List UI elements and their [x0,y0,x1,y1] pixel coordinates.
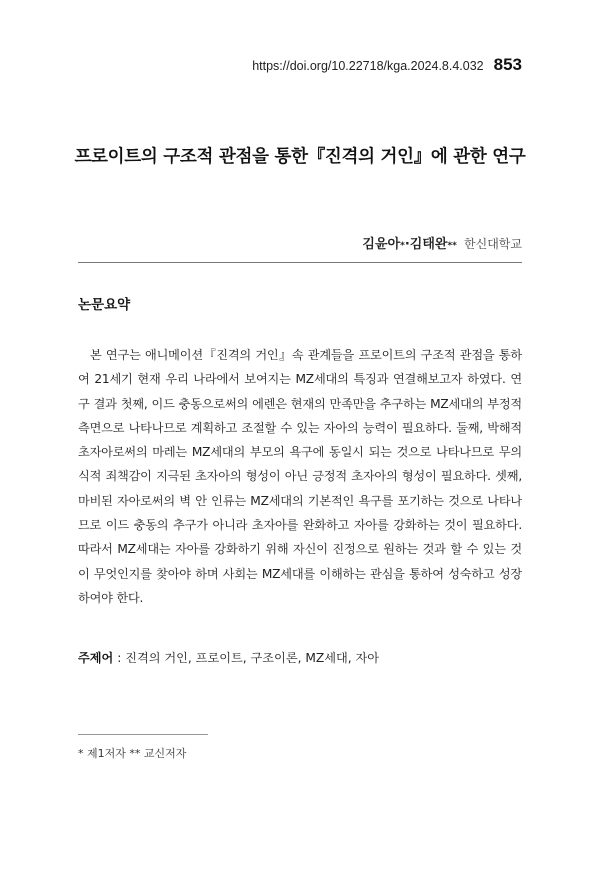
keywords-line [78,649,379,666]
author-footnote: * 제1저자 ** 교신저자 [78,747,187,760]
author-separator: · [404,237,410,252]
keywords-separator: : [113,651,126,665]
footnote-divider [78,734,208,735]
abstract-heading: 논문요약 [78,297,131,313]
title-divider [78,262,522,263]
author-line [362,233,522,252]
keywords-list: 진격의 거인, 프로이트, 구조이론, MZ세대, 자아 [125,651,380,665]
page-number: 853 [493,55,522,74]
author-1-mark: * [400,241,405,251]
author-2-mark: ** [447,241,457,251]
keywords-label: 주제어 [78,651,114,665]
running-header [252,55,522,75]
doi-link[interactable]: https://doi.org/10.22718/kga.2024.8.4.032 [252,59,484,73]
author-1-name: 김윤아 [362,237,401,252]
affiliation: 한신대학교 [464,237,522,251]
abstract-body: 본 연구는 애니메이션『진격의 거인』속 관계들을 프로이트의 구조적 관점을 통하여 21세기 현재 우리 나라에서 보여지는 MZ세대의 특징과 연결해보고자 하였다. 연구 결과 첫째, 이드 충동으로써의 에렌은 현재의 만족만을 추구하는 MZ세대의 부정적 측면으로 나타나므로 계획하고 조절할 수 있는 자아의 능력이 필요하다. 둘째, 박해적 초자아로써의 마레는 MZ세대의 부모의 욕구에 동일시 되는 것으로 나타나므로 무의식적 죄책감이 지극된 초자아의 형성이 아닌 긍정적 초자아의 형성이 필요하다. 셋째, 마비된 자아로써의 벽 안 인류는 MZ세대의 기본적인 욕구를 포기하는 것으로 나타나므로 이드 충동의 추구가 아니라 초자아를 완화하고 자아를 강화하는 것이 필요하다. 따라서 MZ세대는 자아를 강화하기 위해 자신이 진정으로 원하는 것과 할 수 있는 것이 무엇인지를 찾아야 하며 사회는 MZ세대를 이해하는 관심을 통하여 성숙하고 성장하여야 한다. [78,348,522,605]
author-2-name: 김태완 [409,237,448,252]
paper-title: 프로이트의 구조적 관점을 통한『진격의 거인』에 관한 연구 [74,147,526,167]
